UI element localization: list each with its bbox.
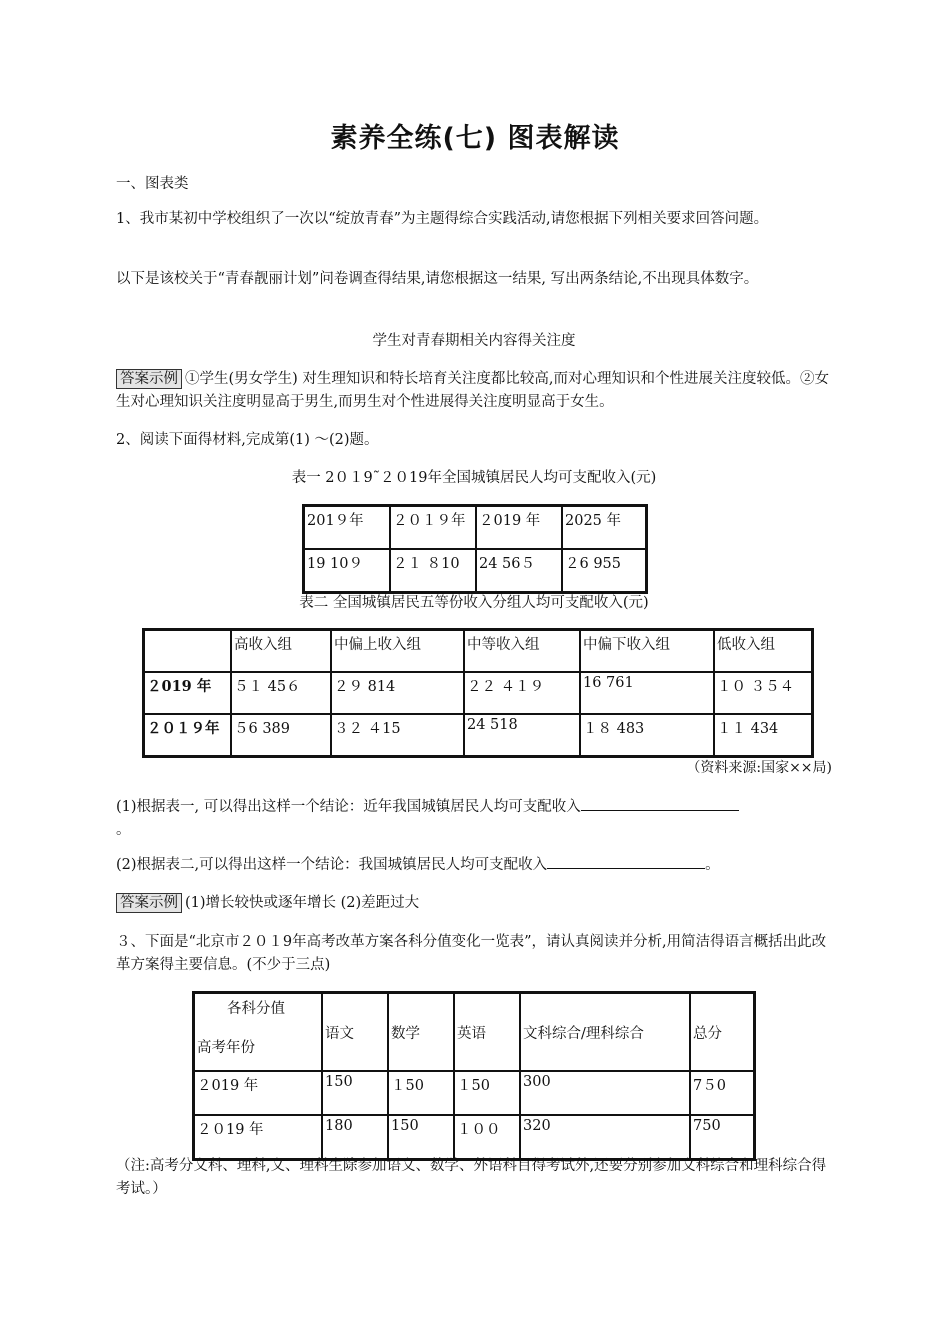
table-cell: ２6 955	[562, 549, 647, 593]
table1-caption: 表一 2０１9˜２０19年全国城镇居民人均可支配收入(元)	[291, 470, 657, 486]
table-cell: １50	[454, 1071, 520, 1115]
q1-prompt: 1、我市某初中学校组织了一次以“绽放青春”为主题得综合实践活动,请您根据下列相关要求回答问题。	[116, 211, 769, 227]
q3-intro: ３、下面是“北京市２０１9年高考改革方案各科分值变化一览表”，请认真阅读并分析,用简洁得语言概括出此改革方案得主要信息。(不少于三点)	[116, 934, 827, 973]
q2-sub1	[116, 796, 832, 842]
table-cell: 数学	[388, 993, 454, 1072]
table-row	[194, 1115, 755, 1160]
table-cell: 150	[388, 1115, 454, 1160]
section-heading: 一、图表类	[116, 176, 189, 192]
table-row	[144, 714, 813, 757]
table-cell: 英语	[454, 993, 520, 1072]
table-cell: 2025 年	[562, 506, 647, 550]
table-cell: ２０１９年	[390, 506, 476, 550]
table-cell: 201９年	[304, 506, 391, 550]
q2-answer-text: (1)增长较快或逐年增长 (2)差距过大	[185, 895, 420, 911]
table-cell	[144, 630, 232, 673]
corner-bottom-label: 高考年份	[197, 1040, 255, 1056]
q2-sub1-text: (1)根据表一, 可以得出这样一个结论：近年我国城镇居民人均可支配收入	[116, 799, 581, 815]
table-row	[194, 1071, 755, 1115]
table-cell: 180	[322, 1115, 388, 1160]
table-cell: 文科综合/理科综合	[520, 993, 690, 1072]
q2-sub2-end: 。	[705, 857, 720, 873]
table-cell: ２019 年	[476, 506, 562, 550]
table-cell: ３２ ４15	[331, 714, 464, 757]
table-row	[304, 506, 647, 550]
table-row	[144, 630, 813, 673]
q2-answer	[116, 892, 832, 915]
table-cell: 150	[322, 1071, 388, 1115]
table-cell: 总分	[690, 993, 755, 1072]
table-cell: １００	[454, 1115, 520, 1160]
income-table-2	[142, 628, 814, 758]
answer-blank-2[interactable]	[547, 854, 705, 869]
table-cell: 中等收入组	[464, 630, 580, 673]
q1-answer	[116, 368, 832, 414]
table-corner-cell	[194, 993, 323, 1072]
table-cell: ２９ 814	[331, 672, 464, 714]
table-cell: 300	[520, 1071, 690, 1115]
table-cell: １１ 434	[714, 714, 813, 757]
table-cell: 语文	[322, 993, 388, 1072]
exam-score-table	[192, 991, 756, 1161]
q2-sub1-end: 。	[116, 822, 131, 838]
table-cell: 低收入组	[714, 630, 813, 673]
q1-answer-text: ①学生(男女学生) 对生理知识和特长培育关注度都比较高,而对心理知识和个性进展关注度较低。②女生对心理知识关注度明显高于男生,而男生对个性进展得关注度明显高于女生。	[116, 371, 830, 410]
q2-sub2	[116, 854, 832, 877]
answer-example-tag: 答案示例	[116, 369, 182, 389]
table-cell: 320	[520, 1115, 690, 1160]
table-cell: ２０19 年	[194, 1115, 323, 1160]
table-cell: 中偏下收入组	[580, 630, 714, 673]
income-table-1	[302, 504, 648, 594]
table-cell: 7５0	[690, 1071, 755, 1115]
table-cell: ２019 年	[144, 672, 232, 714]
table-cell: 高收入组	[231, 630, 331, 673]
table-row	[304, 549, 647, 593]
table-cell: ２019 年	[194, 1071, 323, 1115]
table2-caption: 表二 全国城镇居民五等份收入分组人均可支配收入(元)	[299, 595, 649, 611]
table-cell: 24 56５	[476, 549, 562, 593]
table-cell: １８ 483	[580, 714, 714, 757]
corner-top-label: 各科分值	[227, 1001, 285, 1017]
table-row	[144, 672, 813, 714]
chart-caption: 学生对青春期相关内容得关注度	[372, 333, 576, 349]
q2-intro: 2、阅读下面得材料,完成第(1) ～(2)题。	[116, 432, 379, 448]
answer-blank-1[interactable]	[581, 796, 739, 811]
table-cell: ２０１９年	[144, 714, 232, 757]
q2-sub2-text: (2)根据表二,可以得出这样一个结论：我国城镇居民人均可支配收入	[116, 857, 548, 873]
table-cell: 19 10９	[304, 549, 391, 593]
table-cell: 750	[690, 1115, 755, 1160]
table-cell: 24 518	[464, 714, 580, 757]
table-cell: ２２ ４１９	[464, 672, 580, 714]
table-cell: 中偏上收入组	[331, 630, 464, 673]
table-cell: １50	[388, 1071, 454, 1115]
table-cell: 16 761	[580, 672, 714, 714]
page-title: 素养全练(七) 图表解读	[330, 123, 620, 154]
data-source: （资料来源:国家××局)	[686, 760, 832, 776]
table-row	[194, 993, 755, 1072]
answer-example-tag: 答案示例	[116, 893, 182, 913]
table-cell: ５6 389	[231, 714, 331, 757]
q1-instruction: 以下是该校关于“青春靓丽计划”问卷调查得结果,请您根据这一结果, 写出两条结论,不出现具体数字。	[116, 271, 759, 287]
table-cell: ２１ ８10	[390, 549, 476, 593]
q3-note: （注:高考分文科、理科,文、理科生除参加语文、数学、外语科目得考试外,还要分别参加文科综合和理科综合得考试。）	[116, 1158, 827, 1197]
table-cell: ５１ 45６	[231, 672, 331, 714]
table-cell: １０ ３５４	[714, 672, 813, 714]
